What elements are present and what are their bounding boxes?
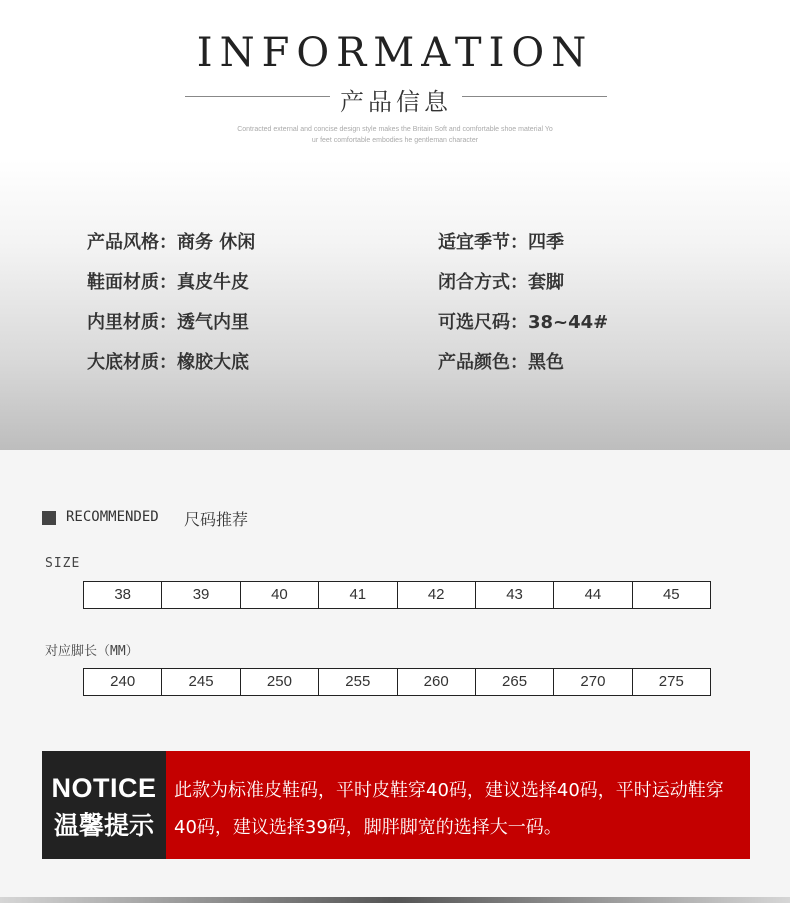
info-closure-label: 闭合方式： xyxy=(438,272,528,293)
foot-length-cell: 250 xyxy=(241,669,319,695)
info-season xyxy=(438,228,564,254)
size-cell: 40 xyxy=(241,582,319,608)
info-color-value: 黑色 xyxy=(528,352,564,373)
header-title-en: INFORMATION xyxy=(196,30,594,76)
notice-title-cn: 温馨提示 xyxy=(53,811,154,840)
foot-length-cell: 240 xyxy=(84,669,162,695)
info-header xyxy=(0,0,790,160)
size-cell: 43 xyxy=(476,582,554,608)
product-info-panel xyxy=(0,160,790,450)
info-closure xyxy=(438,268,564,294)
foot-length-cell: 245 xyxy=(162,669,240,695)
tagline-line-1: Contracted external and concise design style makes the Britain Soft and comfortable shoe material Yo xyxy=(237,126,553,133)
size-table xyxy=(83,581,711,609)
info-sole-material xyxy=(87,348,249,374)
recommended-title: RECOMMENDED xyxy=(66,509,159,525)
info-season-label: 适宜季节： xyxy=(438,232,528,253)
foot-length-cell: 260 xyxy=(398,669,476,695)
size-row-label: SIZE xyxy=(45,556,81,571)
foot-length-cell: 265 xyxy=(476,669,554,695)
foot-length-cell: 275 xyxy=(658,673,684,690)
info-lining-material-value: 透气内里 xyxy=(177,312,249,333)
info-upper-material-value: 真皮牛皮 xyxy=(177,272,249,293)
size-cell: 38 xyxy=(84,582,162,608)
info-sole-material-label: 大底材质： xyxy=(87,352,177,373)
title-divider-right xyxy=(462,96,607,97)
header-title-cn: 产品信息 xyxy=(340,88,452,116)
size-cell: 45 xyxy=(662,586,680,603)
info-upper-material xyxy=(87,268,249,294)
info-lining-material-label: 内里材质： xyxy=(87,312,177,333)
info-color-label: 产品颜色： xyxy=(438,352,528,373)
info-lining-material xyxy=(87,308,249,334)
title-divider-left xyxy=(185,96,330,97)
size-cell: 39 xyxy=(162,582,240,608)
info-style xyxy=(87,228,255,254)
info-upper-material-label: 鞋面材质： xyxy=(87,272,177,293)
notice-banner xyxy=(42,751,750,859)
size-cell: 44 xyxy=(554,582,632,608)
section-square-icon xyxy=(42,511,56,525)
bottom-divider xyxy=(0,897,790,903)
info-style-value: 商务 休闲 xyxy=(177,232,256,253)
info-sole-material-value: 橡胶大底 xyxy=(177,352,249,373)
notice-title-en: NOTICE xyxy=(51,773,157,803)
size-cell: 42 xyxy=(398,582,476,608)
foot-length-cell: 270 xyxy=(554,669,632,695)
info-sizes-value: 38~44# xyxy=(528,312,609,333)
info-sizes xyxy=(438,308,608,334)
notice-text: 此款为标准皮鞋码，平时皮鞋穿40码，建议选择40码，平时运动鞋穿40码，建议选择39码，脚胖脚宽的选择大一码。 xyxy=(174,780,724,838)
foot-length-row-label: 对应脚长（MM） xyxy=(45,644,139,659)
header-title-row xyxy=(0,82,790,116)
size-recommendation-section xyxy=(0,450,790,903)
info-style-label: 产品风格： xyxy=(87,232,177,253)
recommended-subtitle: 尺码推荐 xyxy=(184,510,249,529)
header-tagline xyxy=(230,124,560,146)
info-color xyxy=(438,348,564,374)
info-closure-value: 套脚 xyxy=(528,272,564,293)
size-cell: 41 xyxy=(319,582,397,608)
info-season-value: 四季 xyxy=(528,232,564,253)
foot-length-cell: 255 xyxy=(319,669,397,695)
foot-length-table xyxy=(83,668,711,696)
info-sizes-label: 可选尺码： xyxy=(438,312,528,333)
notice-badge xyxy=(42,751,166,859)
tagline-line-2: ur feet comfortable embodies he gentleman character xyxy=(311,137,479,144)
